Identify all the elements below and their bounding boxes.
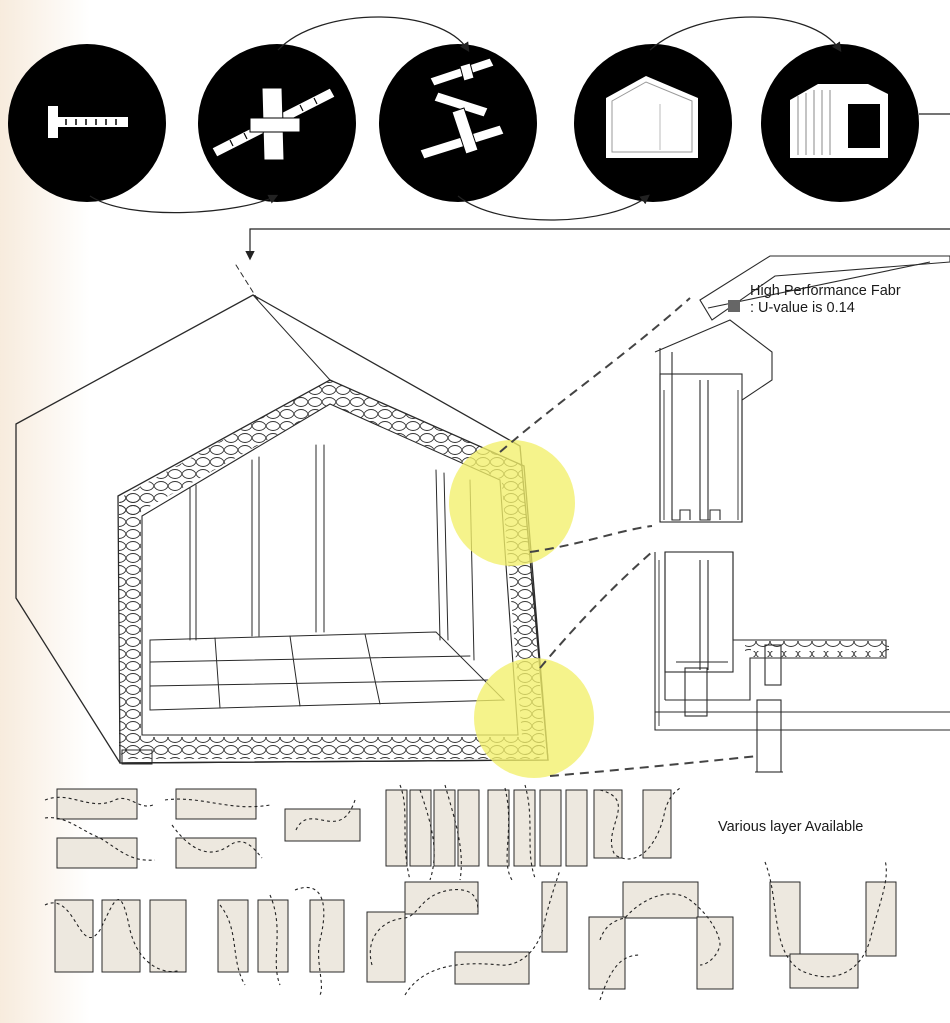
cross-joint-icon <box>198 44 356 202</box>
process-strip <box>8 17 950 258</box>
house-module-icon <box>761 44 919 202</box>
fabric-title: High Performance Fabr <box>750 283 901 299</box>
frame-section-icon <box>574 44 732 202</box>
single-joint-icon <box>8 44 166 202</box>
fabric-annotation <box>750 283 901 317</box>
exploded-joints-icon <box>379 44 537 202</box>
layer-option-4 <box>367 882 896 989</box>
layer-option-3 <box>55 900 344 972</box>
layers-annotation: Various layer Available <box>718 819 864 835</box>
layer-option-1 <box>57 789 360 868</box>
roof-junction-highlight <box>449 440 575 566</box>
fabric-uvalue: : U-value is 0.14 <box>750 300 855 316</box>
layer-option-2 <box>386 790 671 866</box>
section-detail <box>655 256 950 772</box>
floor-junction-highlight <box>474 658 594 778</box>
